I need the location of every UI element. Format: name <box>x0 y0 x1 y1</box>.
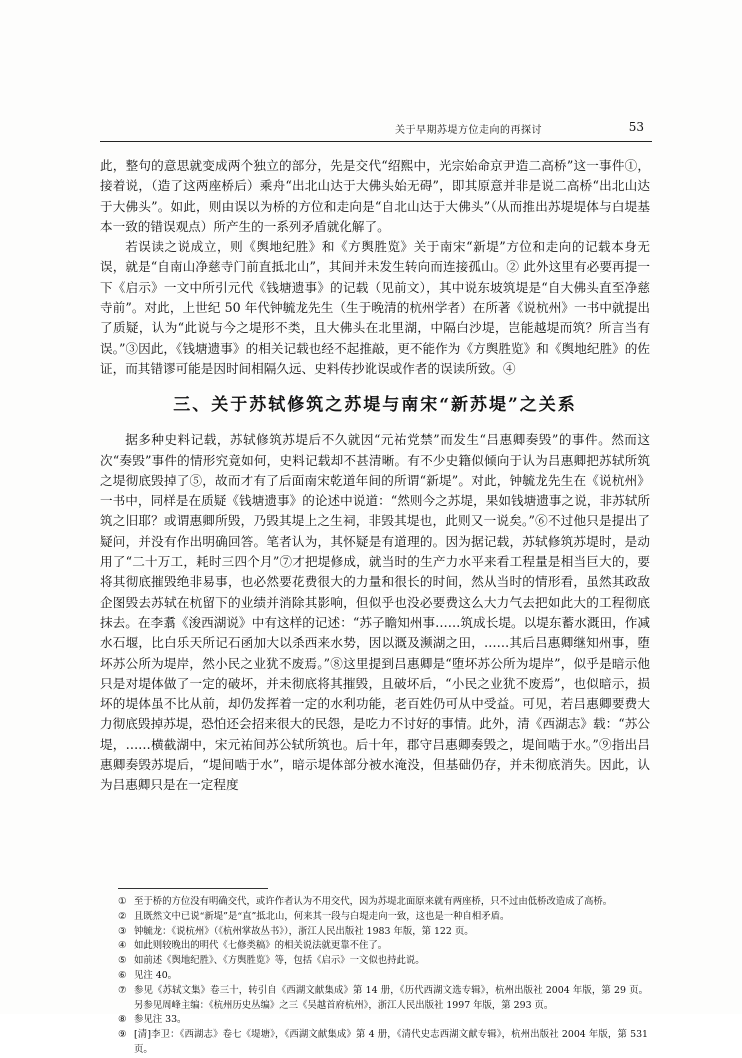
footnote-rule <box>118 888 268 889</box>
page-number: 53 <box>628 120 644 134</box>
footnote-text: [清]李卫：《西湖志》卷七《堤塘》，《西湖文献集成》第 4 册，《清代史志西湖文献专辑》，杭州出版社 2004 年版，第 531 页。 <box>134 1029 648 1055</box>
footnotes <box>118 895 648 1058</box>
footnote-text: 至于桥的方位没有明确交代，或许作者认为不用交代，因为苏堤北面原来就有两座桥，只不过由低桥改造成了高桥。 <box>134 896 613 907</box>
running-title: 关于早期苏堤方位走向的再探讨 <box>395 125 542 136</box>
paragraph: 若误读之说成立，则《舆地纪胜》和《方舆胜览》关于南宋“新堤”方位和走向的记载本身无误，就是“自南山净慈寺门前直抵北山”，其间并未发生转向而连接孤山。② 此外这里有必要再提一下《启示》一文中所引元代《钱塘遗事》的记载（见前文），其中说东坡筑堤是“自大佛头直至净慈寺前”。对此，上世纪 50 年代钟毓龙先生（生于晚清的杭州学者）在所著《说杭州》一书中就提出了质疑，认为“此说与今之堤形不类，且大佛头在北里湖，中隔白沙堤，岂能越堤而筑？所言当有误。”③因此，《钱塘遗事》的相关记载也经不起推敲，更不能作为《方舆胜览》和《舆地纪胜》的佐证，而其错谬可能是因时间相隔久远、史料传抄讹误或作者的误读所致。④ <box>100 239 650 376</box>
page-header <box>100 121 652 139</box>
paragraph: 此，整句的意思就变成两个独立的部分，先是交代“绍熙中，光宗始命京尹造二高桥”这一事件①，接着说，（造了这两座桥后）乘舟“出北山达于大佛头始无碍”，即其原意并非是说二高桥“出北山达于大佛头”。如此，则由误以为桥的方位和走向是“自北山达于大佛头”（从而推出苏堤堤体与白堤基本一致的错误观点）所产生的一系列矛盾就化解了。 <box>100 158 650 234</box>
header-rule <box>100 141 652 142</box>
footnote-mark: ② <box>118 910 127 922</box>
footnote-mark: ⑥ <box>118 969 127 981</box>
footnote-mark: ④ <box>118 940 127 952</box>
section-heading: 三、关于苏轼修筑之苏堤与南宋“新苏堤”之关系 <box>173 395 577 416</box>
article-body <box>100 156 650 796</box>
paragraph: 据多种史料记载，苏轼修筑苏堤后不久就因“元祐党禁”而发生“吕惠卿奏毁”的事件。然而这次“奏毁”事件的情形究竟如何，史料记载却不甚清晰。有不少史籍似倾向于认为吕惠卿把苏轼所筑之堤彻底毁掉了⑤，故而才有了后面南宋乾道年间的所谓“新堤”。对此，钟毓龙先生在《说杭州》一书中，同样是在质疑《钱塘遗事》的论述中说道：“然则今之苏堤，果如钱塘遗事之说，非苏轼所筑之旧耶？或谓惠卿所毁，乃毁其堤上之生祠，非毁其堤也，此则又一说矣。”⑥不过他只是提出了疑问，并没有作出明确回答。笔者认为，其怀疑是有道理的。因为据记载，苏轼修筑苏堤时，是动用了“二十万工，耗时三四个月”⑦才把堤修成，就当时的生产力水平来看工程量是相当巨大的，要将其彻底摧毁绝非易事，也必然要花费很大的力量和很长的时间，然从当时的情形看，虽然其政敌企图毁去苏轼在杭留下的业绩并消除其影响，但似乎也没必要费这么大力气去把如此大的工程彻底抹去。在李翥《浚西湖说》中有这样的记述：“苏子瞻知州事……筑成长堤。以堤东蓄水溉田，作减水石堰，比白乐天所记石函加大以杀西来水势，因以溉及濒湖之田，……其后吕惠卿继知州事，堕坏苏公所为堤岸，然小民之业犹不废焉。”⑧这里提到吕惠卿是“堕坏苏公所为堤岸”，似乎是暗示他只是对堤体做了一定的破坏，并未彻底将其摧毁，且破坏后，“小民之业犹不废焉”，也似暗示，损坏的堤体虽不比从前，却仍发挥着一定的水利功能，老百姓仍可从中受益。可见，若吕惠卿要费大力彻底毁掉苏堤，恐怕还会招来很大的民怨，是吃力不讨好的事情。此外，清《西湖志》载：“苏公堤，……横截湖中，宋元祐间苏公轼所筑也。后十年，郡守吕惠卿奏毁之，堤间啮于水。”⑨指出吕惠卿奏毁苏堤后，“堤间啮于水”，暗示堤体部分被水淹没，但基础仍存，并未彻底消失。因此，认为吕惠卿只是在一定程度 <box>100 432 650 793</box>
footnote <box>118 910 648 925</box>
footnote-text: 且既然文中已说“新堤”是“直”抵北山，何来其一段与白堤走向一致，这也是一种自相矛盾。 <box>134 910 510 922</box>
footnote-mark: ③ <box>118 925 127 937</box>
footnote-mark: ⑨ <box>118 1029 127 1041</box>
footnote-mark: ⑤ <box>118 955 127 967</box>
footnote-text: 见注 40。 <box>134 969 178 981</box>
footnote <box>118 954 648 969</box>
footnote <box>118 925 648 940</box>
footnote-mark: ① <box>118 896 127 907</box>
footnote <box>118 895 648 910</box>
footnote-mark: ⑦ <box>118 984 127 996</box>
footnote <box>118 1028 648 1058</box>
footnote-mark: ⑧ <box>118 1014 127 1026</box>
footnote-text: 如前述《舆地纪胜》、《方舆胜览》等，包括《启示》一文似也持此说。 <box>134 955 425 967</box>
footnote-text: 参见《苏轼文集》卷三十，转引自《西湖文献集成》第 14 册，《历代西湖文选专辑》，杭州出版社 2004 年版，第 29 页。另参见周峰主编：《杭州历史丛编》之三《吴越首府杭州》，浙江人民出版社 1997 年版，第 293 页。 <box>134 984 648 1011</box>
footnote <box>118 1013 648 1028</box>
footnote-text: 参见注 33。 <box>134 1014 187 1026</box>
footnote-text: 钟毓龙：《说杭州》（《杭州掌故丛书》），浙江人民出版社 1983 年版，第 122 页。 <box>134 925 474 937</box>
footnote <box>118 984 648 1014</box>
footnote-text: 如此则较晚出的明代《七修类稿》的相关说法就更靠不住了。 <box>134 940 388 952</box>
footnote <box>118 939 648 954</box>
footnote <box>118 969 648 984</box>
